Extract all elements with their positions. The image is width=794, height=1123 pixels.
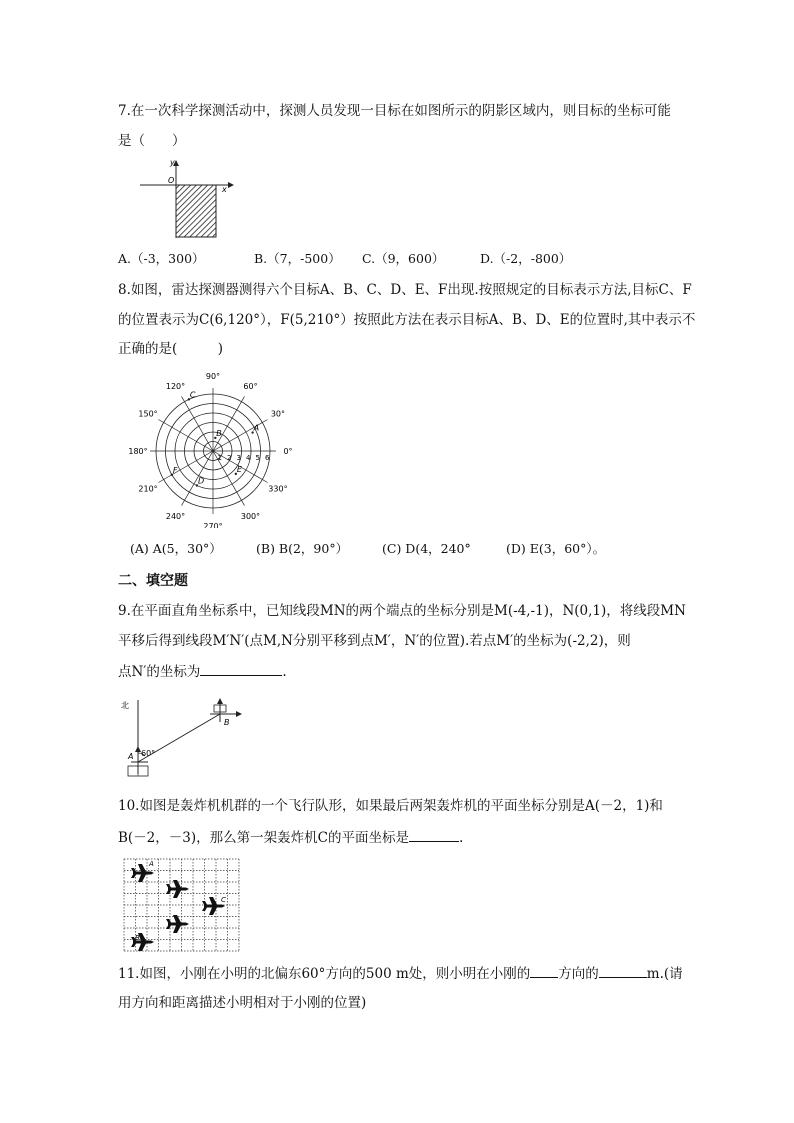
q9-line2: 平移后得到线段M′N′(点M,N分别平移到点M′，N′的位置).若点M′的坐标为(-2,2)，则 — [118, 633, 631, 649]
q8-options — [130, 539, 605, 557]
q9-line3 — [118, 661, 287, 682]
q9-line3-text: 点N′的坐标为 — [118, 664, 201, 680]
q10-line2 — [118, 827, 463, 848]
radar-angle-label: 0° — [283, 447, 293, 456]
q7-option-d: D.（-2，-800） — [480, 251, 572, 266]
radar-point-label: D — [197, 476, 205, 486]
x-axis-arrow-icon — [228, 182, 234, 188]
q11-line2: 用方向和距离描述小明相对于小刚的位置) — [118, 995, 367, 1011]
q7-line1: 7.在一次科学探测活动中，探测人员发现一目标在如图所示的阴影区域内，则目标的坐标可能 — [118, 103, 671, 119]
radar-point-label: A — [253, 423, 260, 433]
origin-label: O — [168, 176, 175, 185]
section-heading-fill-in: 二、填空题 — [118, 573, 188, 589]
q8-line2: 的位置表示为C(6,120°），F(5,210°）按照此方法在表示目标A、B、D、E的位置时,其中表示不 — [118, 312, 696, 328]
q11-line1-end: m.(请 — [646, 966, 683, 982]
plane-c-label: C — [221, 896, 226, 904]
plane-b-label: B — [135, 934, 140, 942]
q7-options — [118, 249, 571, 267]
radar-point-label: C — [189, 390, 196, 400]
q10-line1: 10.如图是轰炸机机群的一个飞行队形，如果最后两架轰炸机的平面坐标分别是A(－2，1)和 — [118, 798, 663, 814]
planes — [131, 864, 225, 951]
q8-line3: 正确的是( ) — [118, 341, 224, 357]
q8-option-a: (A) A(5，30°） — [130, 541, 222, 556]
radar-angle-label: 210° — [138, 484, 158, 494]
q10-line2-text: B(－2，－3)，那么第一架轰炸机C的平面坐标是 — [118, 830, 409, 846]
radar-angle-label: 60° — [243, 382, 258, 392]
radar-angle-label: 300° — [240, 511, 261, 521]
q10-line2-end: . — [458, 830, 464, 846]
q8-option-c: (C) D(4，240° — [382, 541, 471, 556]
radar-ring-label: 3 — [236, 454, 241, 462]
east-arrow-b-icon — [236, 711, 242, 717]
q7-option-b: B.（7，-500） — [254, 251, 341, 266]
shaded-region — [176, 185, 216, 237]
radar-rays — [150, 388, 276, 514]
radar-angle-label: 150° — [138, 409, 158, 419]
q10-figure — [118, 855, 244, 953]
radar-angle-label: 270° — [203, 522, 223, 528]
radar-ring-label: 1 — [217, 454, 222, 462]
north-arrow-b-icon — [217, 698, 223, 704]
airplane-icon — [166, 880, 189, 898]
q9-figure — [118, 694, 248, 780]
q7-figure — [140, 156, 240, 240]
radar-figure — [125, 370, 300, 528]
north-label: 北 — [121, 701, 129, 710]
y-label: y — [170, 158, 175, 167]
angle-label: 60° — [141, 749, 156, 758]
q11-line1 — [118, 963, 683, 984]
radar-angle-label: 330° — [268, 484, 288, 494]
segment-ab — [138, 714, 220, 762]
radar-ring-label: 2 — [227, 454, 232, 462]
q7-line2: 是（ ） — [118, 133, 186, 149]
a-label: A — [128, 752, 134, 761]
q11-distance-blank[interactable] — [599, 963, 647, 978]
q8-option-d: (D) E(3，60°）。 — [506, 541, 606, 556]
radar-point-label: E — [236, 464, 242, 474]
radar-angle-label: 120° — [165, 382, 186, 392]
airplane-icon — [166, 915, 189, 933]
plane-a-label: A — [149, 860, 154, 868]
q7-option-a: A.（-3，300） — [118, 251, 205, 266]
q10-answer-blank[interactable] — [409, 827, 459, 842]
q9-line1: 9.在平面直角坐标系中，已知线段MN的两个端点的坐标分别是M(-4,-1)，N(0,1)，将线段MN — [118, 603, 686, 619]
q9-line3-end: . — [282, 664, 287, 680]
radar-point-label: B — [216, 428, 222, 438]
radar-angle-label: 30° — [270, 409, 286, 419]
q9-answer-blank[interactable] — [200, 661, 282, 676]
q11-line1-mid: 方向的 — [558, 966, 599, 982]
radar-ring-label: 4 — [246, 454, 251, 462]
radar-ring-label: 5 — [255, 454, 260, 462]
q7-option-c: C.（9，600） — [362, 251, 445, 266]
b-label: B — [224, 718, 230, 727]
radar-point-label: F — [172, 465, 178, 475]
x-label: x — [222, 185, 227, 194]
q11-line1-text: 11.如图，小刚在小明的北偏东60°方向的500 m处，则小明在小刚的 — [118, 966, 531, 982]
radar-angle-label: 240° — [165, 511, 186, 521]
radar-angle-label: 180° — [128, 447, 148, 456]
radar-angle-labels — [128, 372, 292, 528]
q8-option-b: (B) B(2，90°） — [256, 541, 349, 556]
q8-line1: 8.如图，雷达探测器测得六个目标A、B、C、D、E、F出现.按照规定的目标表示方法,目标C、F — [118, 282, 692, 298]
q11-direction-blank[interactable] — [530, 963, 558, 978]
radar-ring-label: 6 — [265, 454, 270, 462]
radar-angle-label: 90° — [205, 372, 221, 381]
